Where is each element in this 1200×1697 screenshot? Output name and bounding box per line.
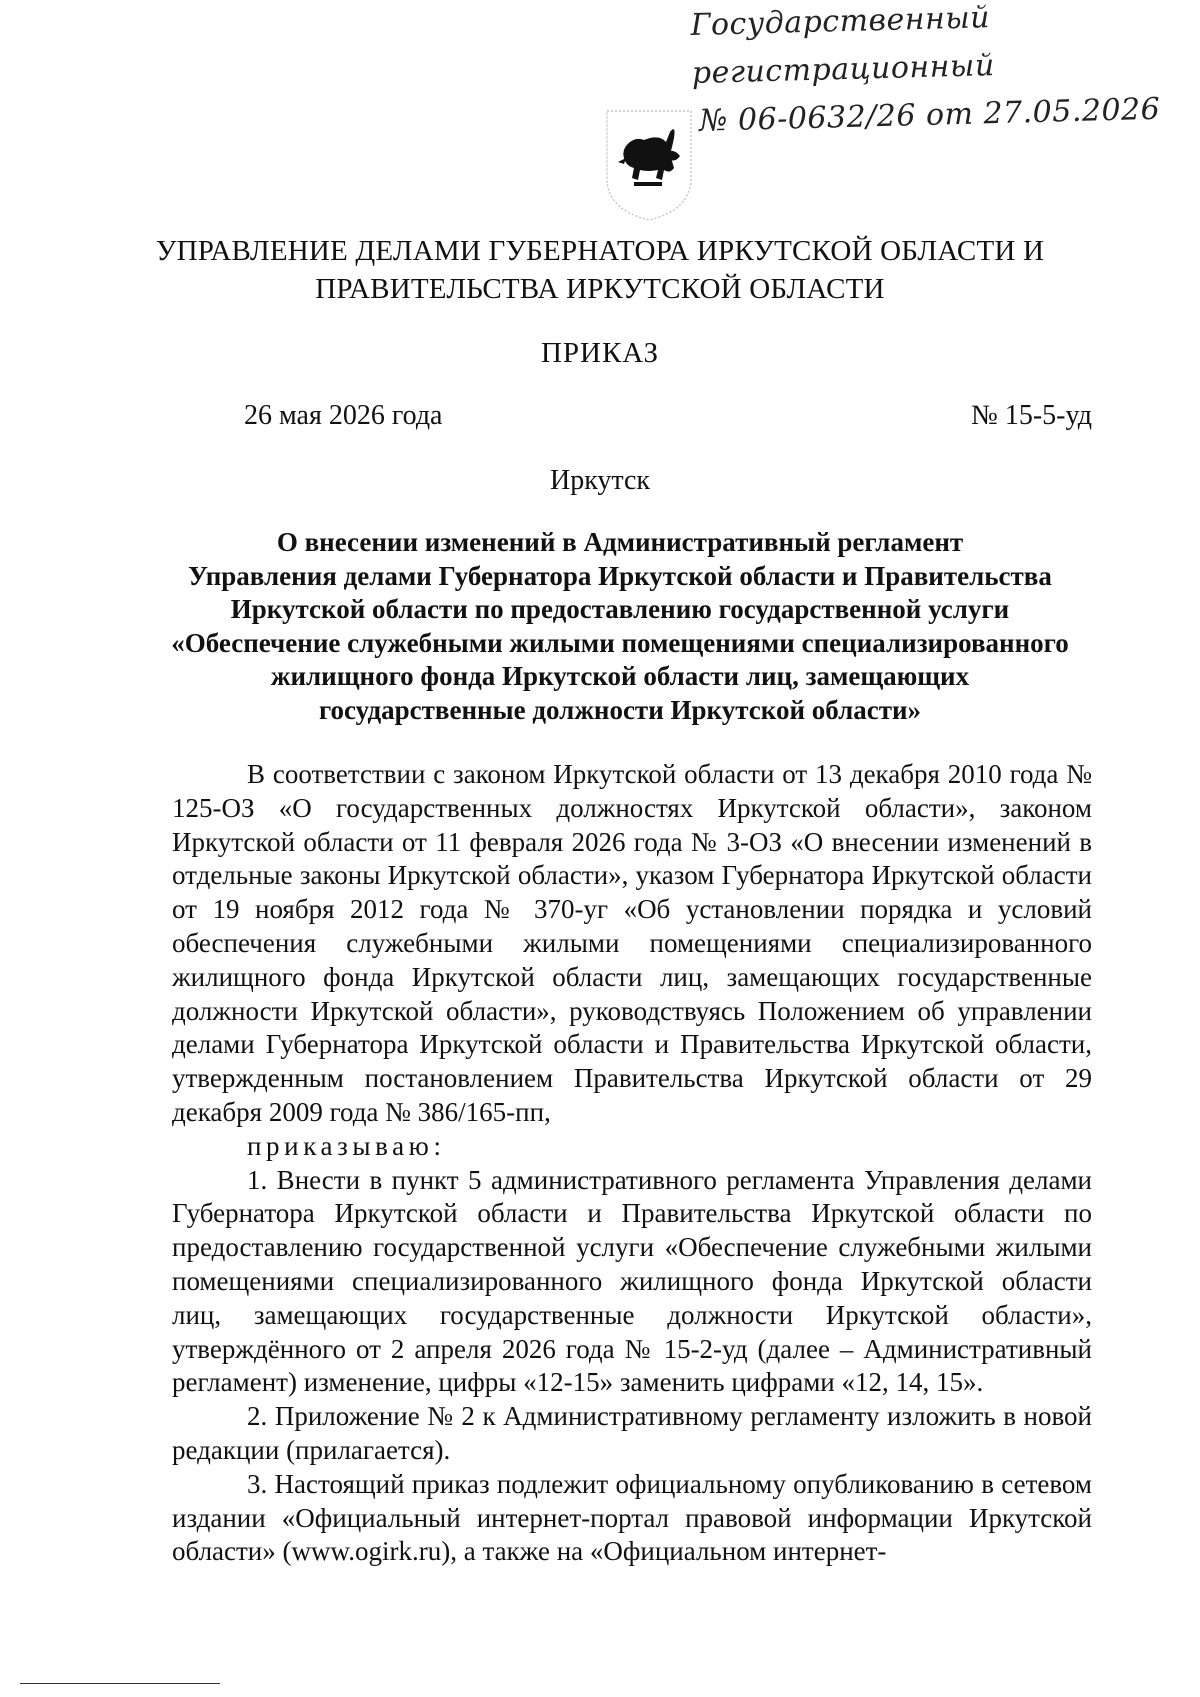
document-body bbox=[172, 758, 1092, 1569]
irkutsk-coat-of-arms-icon bbox=[604, 108, 694, 223]
organization-name-line2: ПРАВИТЕЛЬСТВА ИРКУТСКОЙ ОБЛАСТИ bbox=[315, 273, 885, 305]
organization-name bbox=[100, 232, 1100, 308]
preamble-paragraph: В соответствии с законом Иркутской области от 13 декабря 2010 года № 125-ОЗ «О государственных должностях Иркутской области», законом Иркутской области от 11 февраля 2026 года № 3-ОЗ «О внесении изменений в отдельные законы Иркутской области», указом Губернатора Иркутской области от 19 ноября 2012 года № 370-уг «Об установлении порядка и условий обеспечения служебными жилыми помещениями специализированного жилищного фонда Иркутской области лиц, замещающих государственные должности Иркутской области», руководствуясь Положением об управлении делами Губернатора Иркутской области и Правительства Иркутской области, утвержденным постановлением Правительства Иркутской области от 29 декабря 2009 года № 386/165-пп, bbox=[172, 759, 1092, 1127]
footer-divider bbox=[20, 1683, 220, 1684]
order-word: приказываю: bbox=[247, 1130, 446, 1161]
title-line: О внесении изменений в Административный регламент bbox=[276, 527, 964, 557]
registration-note-line2: № 06-0632/26 от 27.05.2026 bbox=[698, 91, 1161, 139]
document-type: ПРИКАЗ bbox=[540, 337, 660, 369]
document-date: 26 мая 2026 года bbox=[244, 400, 443, 431]
title-line: государственные должности Иркутской области» bbox=[318, 694, 922, 725]
order-item-1: 1. Внести в пункт 5 административного регламента Управления делами Губернатора Иркутской области и Правительства Иркутской области по предоставлению государственной услуги «Обеспечение служебными жилыми помещениями специализированного жилищного фонда Иркутской области лиц, замещающих государственные должности Иркутской области», утверждённого от 2 апреля 2026 года № 15-2-уд (далее – Административный регламент) изменение, цифры «12-15» заменить цифрами «12, 14, 15». bbox=[172, 1164, 1092, 1398]
title-line: жилищного фонда Иркутской области лиц, замещающих bbox=[270, 661, 970, 691]
document-city: Иркутск bbox=[549, 465, 651, 496]
title-line: Иркутской области по предоставлению государственной услуги bbox=[230, 594, 1010, 624]
order-item-2: 2. Приложение № 2 к Административному регламенту изложить в новой редакции (прилагается). bbox=[172, 1401, 1092, 1465]
title-line: «Обеспечение служебными жилыми помещениями специализированного bbox=[171, 627, 1069, 658]
title-line: Управления делами Губернатора Иркутской области и Правительства bbox=[188, 560, 1052, 591]
document-number: № 15-5-уд bbox=[971, 400, 1092, 431]
order-item-3: 3. Настоящий приказ подлежит официальному опубликованию в сетевом издании «Официальный интернет-портал правовой информации Иркутской области» (www.ogirk.ru), а также на «Официальном интернет- bbox=[172, 1468, 1092, 1567]
document-title bbox=[160, 526, 1080, 727]
registration-note bbox=[690, 0, 1194, 146]
registration-note-line1: Государственный регистрационный bbox=[690, 0, 996, 91]
organization-name-line1: УПРАВЛЕНИЕ ДЕЛАМИ ГУБЕРНАТОРА ИРКУТСКОЙ ОБЛАСТИ И bbox=[155, 235, 1045, 267]
